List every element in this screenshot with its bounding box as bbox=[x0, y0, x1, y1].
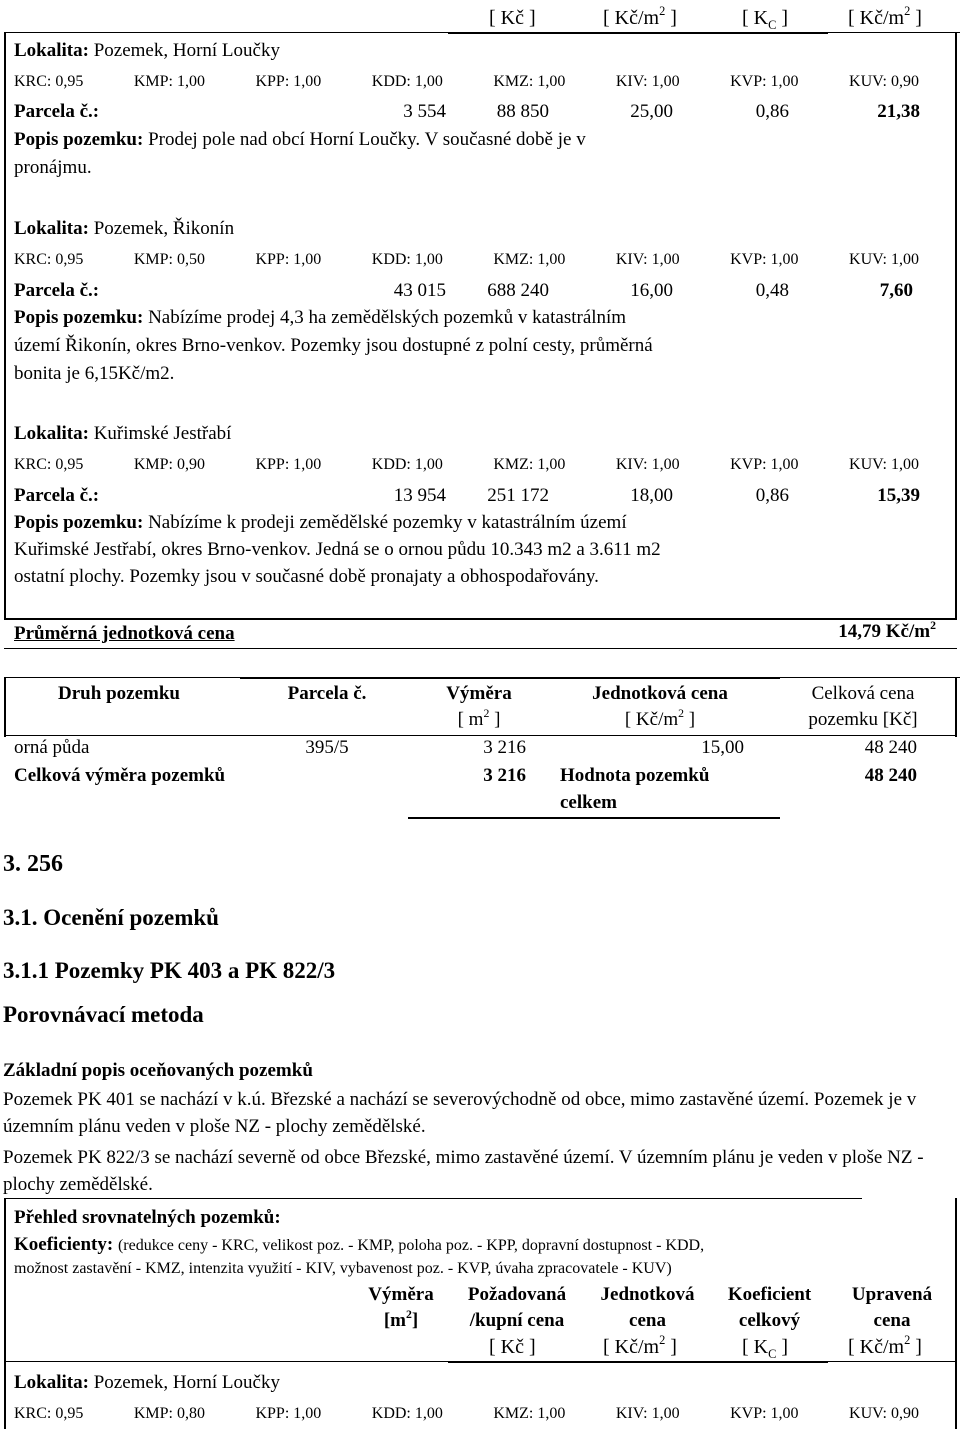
price-value: 251 172 bbox=[487, 485, 549, 506]
section-heading: 3.1. Ocenění pozemků bbox=[3, 905, 219, 930]
coefficient-row: KRC: 0,95 KMP: 1,00 KPP: 1,00 KDD: 1,00 KMZ: 1,00 KIV: 1,00 KVP: 1,00 KUV: 0,90 bbox=[14, 73, 919, 90]
description: Popis pozemku: Nabízíme k prodeji zemědělské pozemky v katastrálním území bbox=[14, 512, 627, 533]
box-right-border bbox=[955, 32, 957, 620]
summary-bottom-rule bbox=[408, 817, 780, 819]
box-left-border bbox=[4, 32, 6, 620]
coefficient-row: KRC: 0,95 KMP: 0,50 KPP: 1,00 KDD: 1,00 KMZ: 1,00 KIV: 1,00 KVP: 1,00 KUV: 1,00 bbox=[14, 251, 919, 268]
basic-title: Základní popis oceňovaných pozemků bbox=[3, 1060, 313, 1081]
col-koeficient2: celkový bbox=[738, 1310, 801, 1331]
summary-header-celkova2: pozemku [Kč] bbox=[808, 709, 918, 730]
adjusted-value: 21,38 bbox=[877, 101, 920, 122]
coef-value: 0,86 bbox=[755, 485, 789, 506]
top-rule bbox=[4, 32, 960, 33]
units-kc-m2-adjusted: [ $Kč/m^2$ ] bbox=[848, 1333, 922, 1358]
summary-right-border bbox=[955, 677, 957, 737]
col-pozadovana2: /kupní cena bbox=[469, 1310, 565, 1331]
adjusted-value: 7,60 bbox=[879, 280, 913, 301]
summary-row-celkova: 48 240 bbox=[864, 737, 917, 758]
basic-paragraph: Pozemek PK 822/3 se nachází severně od obce Březské, mimo zastavěné území. V územním plánu je veden v ploše NZ - plochy zemědělské. bbox=[3, 1147, 924, 1195]
col-jednotkova: Jednotková bbox=[600, 1284, 695, 1305]
price-value: 88 850 bbox=[496, 101, 549, 122]
description-cont: pronájmu. bbox=[14, 157, 92, 178]
subsection-heading: 3.1.1 Pozemky PK 403 a PK 822/3 bbox=[3, 958, 336, 983]
units-kc-m2: [ $Kč/m^2$ ] bbox=[603, 1333, 677, 1358]
coefficients-note: Koeficienty: (redukce ceny - KRC, velikost poz. - KMP, poloha poz. - KPP, dopravní dostupnost - KDD, bbox=[14, 1234, 705, 1255]
average-label: Průměrná jednotková cena bbox=[14, 623, 235, 644]
col-upravena: Upravená bbox=[851, 1284, 933, 1305]
parcela-label: Parcela č.: bbox=[14, 101, 100, 122]
col-vymera: Výměra bbox=[368, 1284, 434, 1305]
unit-price-value: 18,00 bbox=[630, 485, 673, 506]
summary-header-jednotkova-unit: [ $Kč/m^2$ ] bbox=[624, 706, 696, 730]
summary-total-celkova: 48 240 bbox=[864, 765, 917, 786]
coefficient-row: KRC: 0,95 KMP: 0,90 KPP: 1,00 KDD: 1,00 KMZ: 1,00 KIV: 1,00 KVP: 1,00 KUV: 1,00 bbox=[14, 456, 919, 473]
summary-total-vymera: 3 216 bbox=[483, 765, 526, 786]
average-value: 14,79 $Kč/m^2$ bbox=[838, 618, 936, 642]
col-vymera-unit: $[m^2]$ bbox=[383, 1307, 419, 1331]
description: Popis pozemku: Nabízíme prodej 4,3 ha zemědělských pozemků v katastrálním bbox=[14, 307, 627, 328]
basic-paragraph: Pozemek PK 401 se nachází v k.ú. Březské a nachází se severovýchodně od obce, mimo zastavěné území. Pozemek je v územním plánu veden v ploše NZ - plochy zemědělské. bbox=[3, 1089, 917, 1137]
coef-value: 0,48 bbox=[755, 280, 789, 301]
units-kc: [ Kč ] bbox=[489, 1336, 536, 1358]
summary-left-border bbox=[4, 677, 6, 737]
col-pozadovana: Požadovaná bbox=[467, 1284, 567, 1305]
summary-row-parcela: 395/5 bbox=[305, 737, 349, 758]
units-kcoef: [ $K_C$ ] bbox=[742, 1336, 789, 1361]
description-cont: bonita je 6,15Kč/m2. bbox=[14, 363, 175, 384]
col-upravena2: cena bbox=[873, 1310, 911, 1331]
description: Popis pozemku: Prodej pole nad obcí Horní Loučky. V současné době je v bbox=[14, 129, 586, 150]
description-cont: ostatní plochy. Pozemky jsou v současné době pronajaty a obhospodařovány. bbox=[14, 566, 599, 587]
unit-price-value: 16,00 bbox=[630, 280, 673, 301]
summary-header-parcela: Parcela č. bbox=[287, 683, 367, 704]
parcela-label: Parcela č.: bbox=[14, 280, 100, 301]
units-kc: [ Kč ] bbox=[489, 7, 536, 29]
area-value: 13 954 bbox=[393, 485, 446, 506]
summary-top-rule-thick bbox=[240, 677, 780, 679]
price-value: 688 240 bbox=[487, 280, 549, 301]
units-kcoef: [ $K_C$ ] bbox=[742, 7, 789, 32]
area-value: 3 554 bbox=[403, 101, 446, 122]
summary-total-hodnota-label2: celkem bbox=[560, 792, 617, 813]
summary-row-jednotkova: 15,00 bbox=[701, 737, 744, 758]
adjusted-value: 15,39 bbox=[877, 485, 920, 506]
description-cont: území Řikonín, okres Brno-venkov. Pozemky jsou dostupné z polní cesty, průměrná bbox=[14, 335, 653, 356]
summary-total-hodnota-label: Hodnota pozemků bbox=[560, 765, 710, 786]
comparison-left-border bbox=[4, 1198, 6, 1429]
comparison-title: Přehled srovnatelných pozemků: bbox=[14, 1207, 281, 1228]
coefficients-note-cont: možnost zastavění - KMZ, intenzita využití - KIV, vybavenost poz. - KVP, úvaha zpracovatele - KUV) bbox=[14, 1260, 672, 1277]
description-cont: Kuřimské Jestřabí, okres Brno-venkov. Jedná se o ornou půdu 10.343 m2 a 3.611 m2 bbox=[14, 539, 661, 560]
summary-header-celkova: Celková cena bbox=[811, 683, 915, 704]
parcela-label: Parcela č.: bbox=[14, 485, 100, 506]
unit-price-value: 25,00 bbox=[630, 101, 673, 122]
col-jednotkova2: cena bbox=[629, 1310, 666, 1331]
average-underline bbox=[4, 648, 957, 649]
locality-title: Lokalita: Pozemek, Řikonín bbox=[14, 218, 235, 239]
comparison-right-border bbox=[955, 1198, 957, 1429]
comparison-header-rule bbox=[4, 1361, 957, 1362]
summary-header-druh: Druh pozemku bbox=[58, 683, 180, 704]
col-koeficient: Koeficient bbox=[727, 1284, 812, 1305]
summary-header-vymera-unit: [ $m^2$ ] bbox=[457, 706, 501, 730]
locality-title: Lokalita: Kuřimské Jestřabí bbox=[14, 423, 232, 444]
locality-title: Lokalita: Pozemek, Horní Loučky bbox=[14, 40, 280, 61]
summary-row-druh: orná půda bbox=[14, 737, 90, 758]
comparison-top-rule bbox=[4, 1198, 862, 1199]
section-number: 3. 256 bbox=[3, 851, 63, 877]
units-kc-m2-adjusted: [ $Kč/m^2$ ] bbox=[848, 4, 922, 29]
locality-title: Lokalita: Pozemek, Horní Loučky bbox=[14, 1372, 280, 1393]
summary-header-vymera: Výměra bbox=[446, 683, 512, 704]
area-value: 43 015 bbox=[393, 280, 446, 301]
summary-row-vymera: 3 216 bbox=[483, 737, 526, 758]
summary-header-jednotkova: Jednotková cena bbox=[592, 683, 728, 704]
method-heading: Porovnávací metoda bbox=[3, 1002, 204, 1027]
coef-value: 0,86 bbox=[755, 101, 789, 122]
units-kc-m2: [ $Kč/m^2$ ] bbox=[603, 4, 677, 29]
coefficient-row: KRC: 0,95 KMP: 0,80 KPP: 1,00 KDD: 1,00 KMZ: 1,00 KIV: 1,00 KVP: 1,00 KUV: 0,90 bbox=[14, 1405, 919, 1422]
summary-total-label: Celková výměra pozemků bbox=[14, 765, 226, 786]
